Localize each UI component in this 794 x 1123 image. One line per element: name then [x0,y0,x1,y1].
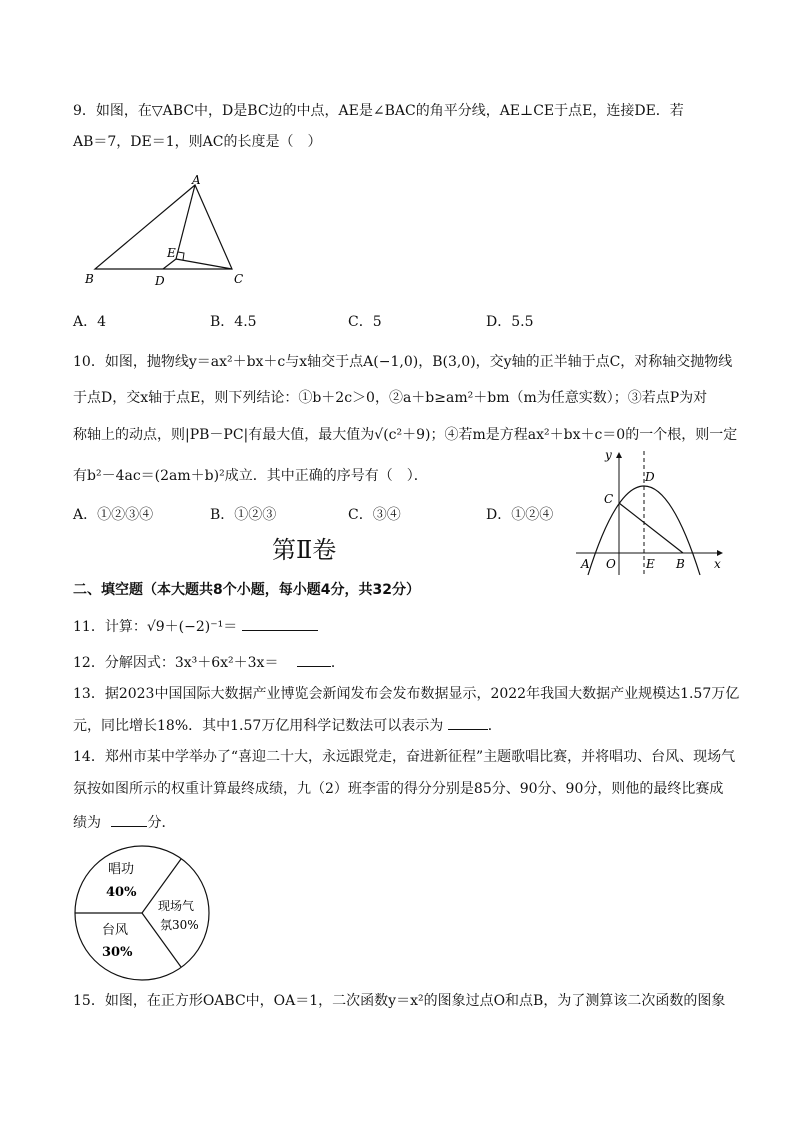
q9-triangle-figure [80,175,250,290]
label-b: B [676,557,685,571]
volume-title: 第Ⅱ卷 [272,536,337,564]
q15-stem-line1: 15．如图，在正方形OABC中，OA＝1，二次函数y＝x²的图象过点O和点B，为了测算该二次函数的图象 [73,993,726,1009]
q11-line [73,616,318,637]
pie-label-xianchang-1: 现场气 [158,899,195,913]
label-x: x [714,557,721,571]
q10-stem-line1: 10．如图，抛物线y＝ax²＋bx＋c与x轴交于点A(−1,0)，B(3,0)，交y轴的正半轴于点C，对称轴交抛物线 [73,354,733,370]
q9-stem-line1: 9．如图，在▽ABC中，D是BC边的中点，AE是∠BAC的角平分线，AE⊥CE于点E，连接DE．若 [73,103,684,119]
q11-answer-blank[interactable] [242,616,318,631]
q14-stem-line3-prefix: 绩为 [73,815,101,831]
triangle-abc [95,185,232,269]
q12-line: 12．分解因式：3x³＋6x²＋3x＝ ． [73,652,345,673]
q10-stem-line2: 于点D，交x轴于点E，则下列结论：①b＋2c＞0，②a＋b≥am²＋bm（m为任意实数）；③若点P为对 [73,390,708,406]
label-e: E [167,246,176,260]
segment-ae [176,185,195,259]
q10-option-b: B．①②③ [210,507,277,523]
q10-option-c: C．③④ [348,507,401,523]
pie-value-changgong: 40% [106,885,137,900]
pie-value-taifeng: 30% [102,945,133,960]
q10-option-d: D．①②④ [486,507,554,523]
q13-line2: 元，同比增长18%．其中1.57万亿用科学记数法可以表示为 ． [73,715,502,736]
label-d: D [645,470,655,484]
q10-stem-line3: 称轴上的动点，则|PB－PC|有最大值，最大值为√(c²＋9)；④若m是方程ax²＋bx＋c＝0的一个根，则一定 [73,427,738,443]
label-c: C [604,492,614,506]
q14-stem-line3-suffix: 分． [147,815,176,831]
q9-option-d: D．5.5 [486,314,534,330]
label-e: E [646,557,655,571]
q14-answer-blank[interactable] [111,812,147,827]
label-b: B [85,272,94,286]
label-a: A [581,557,590,571]
q14-pie-chart [70,843,215,983]
label-y: y [605,448,612,462]
pie-label-taifeng: 台风 [102,923,129,938]
q9-stem-line2: AB＝7，DE＝1，则AC的长度是（ ） [73,134,322,150]
label-a: A [192,175,201,187]
q9-option-c: C．5 [348,314,382,330]
label-c: C [234,272,244,286]
q12-stem: 12．分解因式：3x³＋6x²＋3x＝ [73,655,279,671]
segment-de [163,259,176,269]
q11-stem: 11．计算：√9＋(−2)⁻¹＝ [73,619,238,635]
q13-stem-line2: 元，同比增长18%．其中1.57万亿用科学记数法可以表示为 [73,718,444,734]
q13-answer-blank[interactable] [448,715,488,730]
q14-stem-line2: 氛按如图所示的权重计算最终成绩，九（2）班李雷的得分分别是85分、90分、90分，则他的最终比赛成 [73,781,724,797]
q10-stem-line4: 有b²－4ac＝(2am＋b)²成立．其中正确的序号有（ ）． [73,468,428,484]
segment-ce [176,259,232,269]
q13-stem-line1: 13．据2023中国国际大数据产业博览会新闻发布会发布数据显示，2022年我国大数据产业规模达1.57万亿 [73,686,740,702]
pie-label-changgong: 唱功 [108,862,135,877]
q14-stem-line1: 14．郑州市某中学举办了“喜迎二十大，永远跟党走，奋进新征程”主题歌唱比赛，并将唱功、台风、现场气 [73,749,736,765]
q10-parabola-graph [572,447,732,577]
label-o: O [606,557,616,571]
q12-answer-blank[interactable] [297,652,331,667]
right-angle-mark [178,252,184,260]
q14-line3 [73,812,175,833]
section-2-title: 二、填空题（本大题共8个小题，每小题4分，共32分） [73,582,420,598]
q10-option-a: A．①②③④ [73,507,154,523]
pie-label-xianchang-2: 氛30% [160,918,199,932]
q9-option-a: A．4 [73,314,107,330]
q9-option-b: B．4.5 [210,314,257,330]
label-d: D [155,274,165,288]
